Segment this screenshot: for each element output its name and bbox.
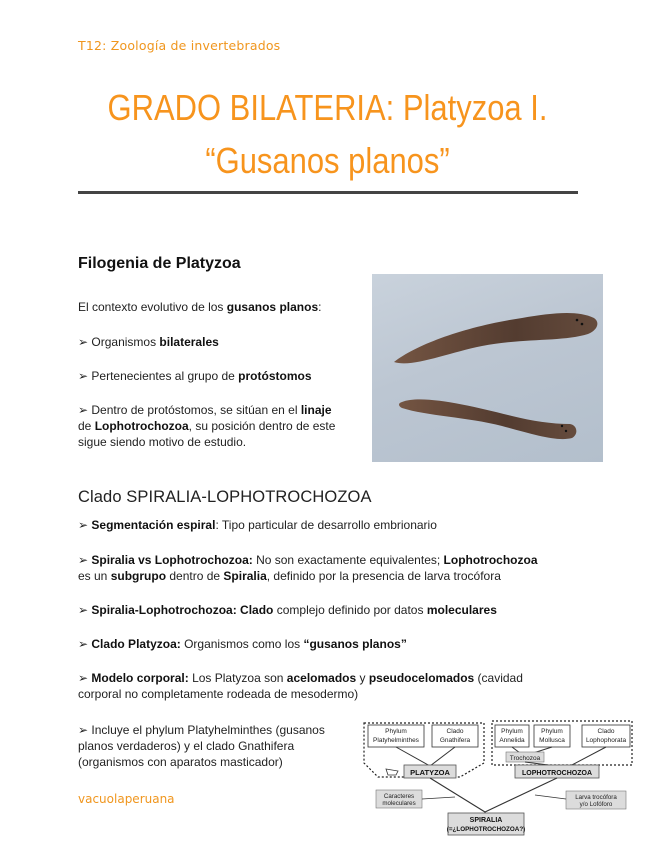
lophophorata-label-1: Clado — [597, 728, 615, 735]
bullet-platyzoa: ➢ Clado Platyzoa: Organismos como los “gusanos planos” — [78, 637, 407, 651]
caracteres-label-1: Caracteres — [383, 793, 415, 800]
title-divider — [78, 191, 578, 194]
platyzoa-label: PLATYZOA — [410, 768, 450, 777]
lophotrochozoa-label: LOPHOTROCHOZOA — [522, 770, 592, 777]
bullet-modelo-corporal: ➢ Modelo corporal: Los Platyzoa son acelomados y pseudocelomados (cavidad corporal no completamente rodeada de mesodermo) — [78, 671, 523, 701]
gnathifera-label-2: Gnathifera — [439, 737, 471, 744]
page-title: GRADO BILATERIA: Platyzoa I. — [107, 87, 548, 128]
lophophorata-label-2: Lophophorata — [585, 737, 627, 744]
bullet-clado: ➢ Spiralia-Lophotrochozoa: Clado complejo definido por datos moleculares — [78, 603, 497, 617]
intro-text: El contexto evolutivo de los gusanos planos: — [78, 300, 322, 314]
footer-label: vacuolaperuana — [78, 792, 175, 806]
larva-label-1: Larva trocófora — [575, 794, 617, 801]
spiralia-label-2: (=¿LOPHOTROCHOZOA?) — [446, 826, 526, 833]
mollusca-label-2: Mollusca — [539, 737, 565, 744]
bullet-bilaterales: ➢ Organismos bilaterales — [78, 335, 219, 349]
annelida-label-1: Phylum — [501, 728, 523, 735]
pointer-hand-icon — [386, 769, 398, 775]
larva-label-2: y/o Lofóforo — [579, 801, 613, 808]
bullet-lophotrochozoa: ➢ Dentro de protóstomos, se sitúan en el linaje de Lophotrochozoa, su posición dentro de este sigue siendo motivo de estudio. — [78, 403, 336, 449]
mollusca-label-1: Phylum — [541, 728, 563, 735]
platyhelminthes-label-1: Phylum — [385, 728, 407, 735]
annelida-label-2: Annelida — [499, 737, 525, 744]
flatworm-photo — [372, 274, 603, 462]
gnathifera-label-1: Clado — [446, 728, 464, 735]
course-label: T12: Zoología de invertebrados — [78, 38, 281, 53]
phylogeny-diagram — [360, 719, 635, 839]
section-heading-filogenia: Filogenia de Platyzoa — [78, 255, 241, 272]
caracteres-label-2: moleculares — [382, 800, 416, 807]
trochozoa-label: Trochozoa — [509, 755, 541, 762]
bullet-protostomos: ➢ Pertenecientes al grupo de protóstomos — [78, 369, 312, 383]
page-subtitle: “Gusanos planos” — [205, 140, 450, 181]
bullet-segmentacion: ➢ Segmentación espiral: Tipo particular de desarrollo embrionario — [78, 518, 437, 532]
bullet-spiralia-vs: ➢ Spiralia vs Lophotrochozoa: No son exactamente equivalentes; Lophotrochozoa es un subgrupo dentro de Spiralia, definido por la presencia de larva trocófora — [78, 553, 538, 583]
spiralia-label-1: SPIRALIA — [469, 817, 503, 824]
section-heading-spiralia: Clado SPIRALIA-LOPHOTROCHOZOA — [78, 488, 372, 506]
bullet-incluye: ➢ Incluye el phylum Platyhelminthes (gusanos planos verdaderos) y el clado Gnathifera (organismos con aparatos masticador) — [78, 723, 325, 769]
platyhelminthes-label-2: Platyhelminthes — [373, 737, 419, 744]
